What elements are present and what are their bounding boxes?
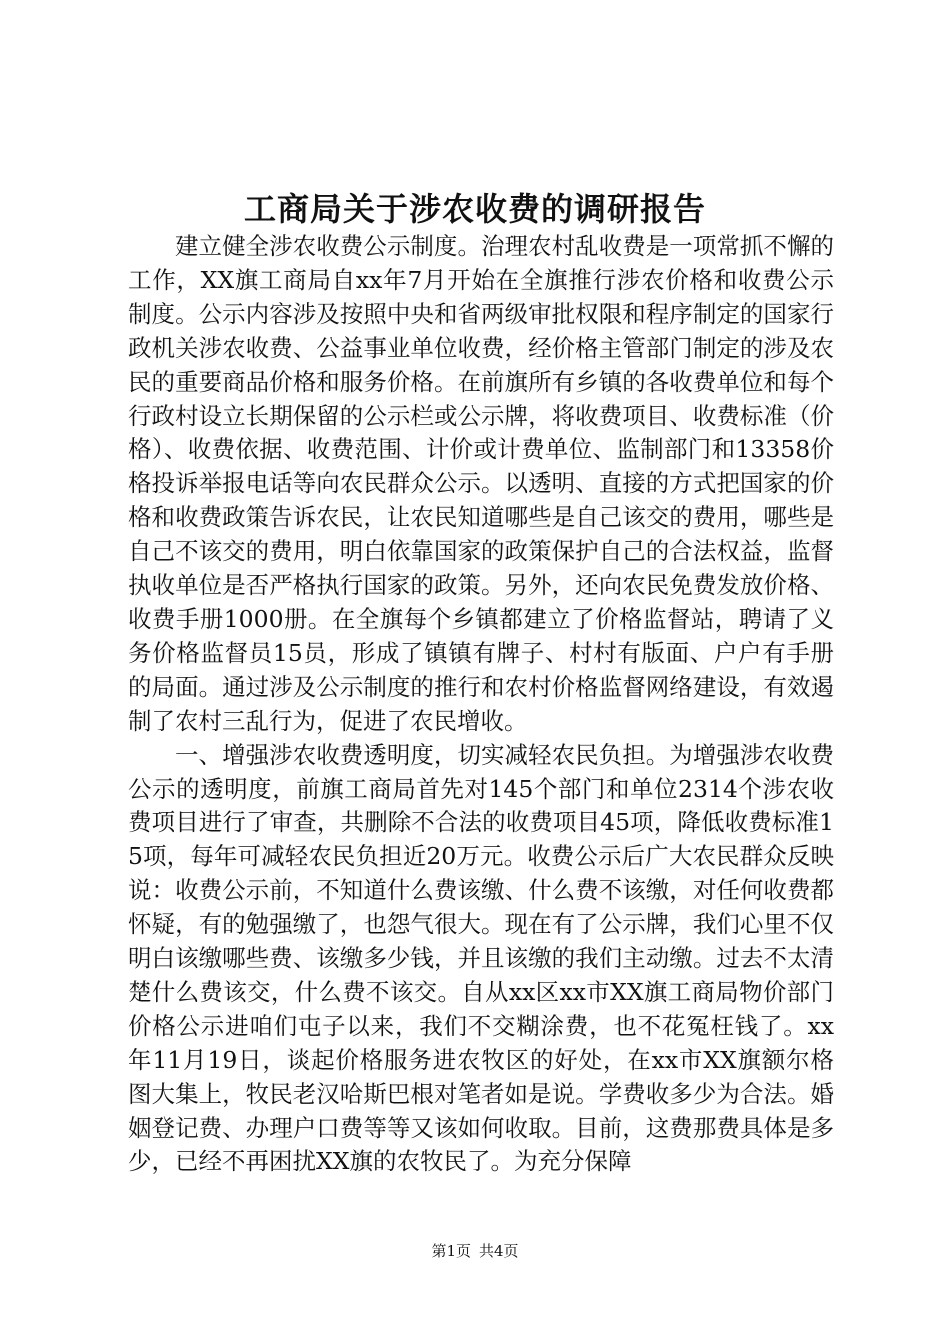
- page-number: 第1页: [431, 1242, 471, 1260]
- paragraph-transparency: 一、增强涉农收费透明度，切实减轻农民负担。为增强涉农收费公示的透明度，前旗工商局首先对145个部门和单位2314个涉农收费项目进行了审查，共删除不合法的收费项目45项，降低收费标准15项，每年可减轻农民负担近20万元。收费公示后广大农民群众反映说：收费公示前，不知道什么费该缴、什么费不该缴，对任何收费都怀疑，有的勉强缴了，也怨气很大。现在有了公示牌，我们心里不仅明白该缴哪些费、该缴多少钱，并且该缴的我们主动缴。过去不太清楚什么费该交，什么费不该交。自从xx区xx市XX旗工商局物价部门价格公示进咱们屯子以来，我们不交糊涂费，也不花冤枉钱了。xx年11月19日，谈起价格服务进农牧区的好处，在xx市XX旗额尔格图大集上，牧民老汉哈斯巴根对笔者如是说。学费收多少为合法。婚姻登记费、办理户口费等等又该如何收取。目前，这费那费具体是多少，已经不再困扰XX旗的农牧民了。为充分保障: [128, 740, 834, 1176]
- page-footer: [0, 1239, 950, 1263]
- page-total: 共4页: [479, 1242, 519, 1260]
- page-title: 工商局关于涉农收费的调研报告: [243, 190, 706, 228]
- document-body: [128, 230, 834, 1179]
- paragraph-publicity-system: 建立健全涉农收费公示制度。治理农村乱收费是一项常抓不懈的工作，XX旗工商局自xx年7月开始在全旗推行涉农价格和收费公示制度。公示内容涉及按照中央和省两级审批权限和程序制定的国家行政机关涉农收费、公益事业单位收费，经价格主管部门制定的涉及农民的重要商品价格和服务价格。在前旗所有乡镇的各收费单位和每个行政村设立长期保留的公示栏或公示牌，将收费项目、收费标准（价格）、收费依据、收费范围、计价或计费单位、监制部门和13358价格投诉举报电话等向农民群众公示。以透明、直接的方式把国家的价格和收费政策告诉农民，让农民知道哪些是自己该交的费用，哪些是自己不该交的费用，明白依靠国家的政策保护自己的合法权益，监督执收单位是否严格执行国家的政策。另外，还向农民免费发放价格、收费手册1000册。在全旗每个乡镇都建立了价格监督站，聘请了义务价格监督员15员，形成了镇镇有牌子、村村有版面、户户有手册的局面。通过涉及公示制度的推行和农村价格监督网络建设，有效遏制了农村三乱行为，促进了农民增收。: [128, 232, 834, 735]
